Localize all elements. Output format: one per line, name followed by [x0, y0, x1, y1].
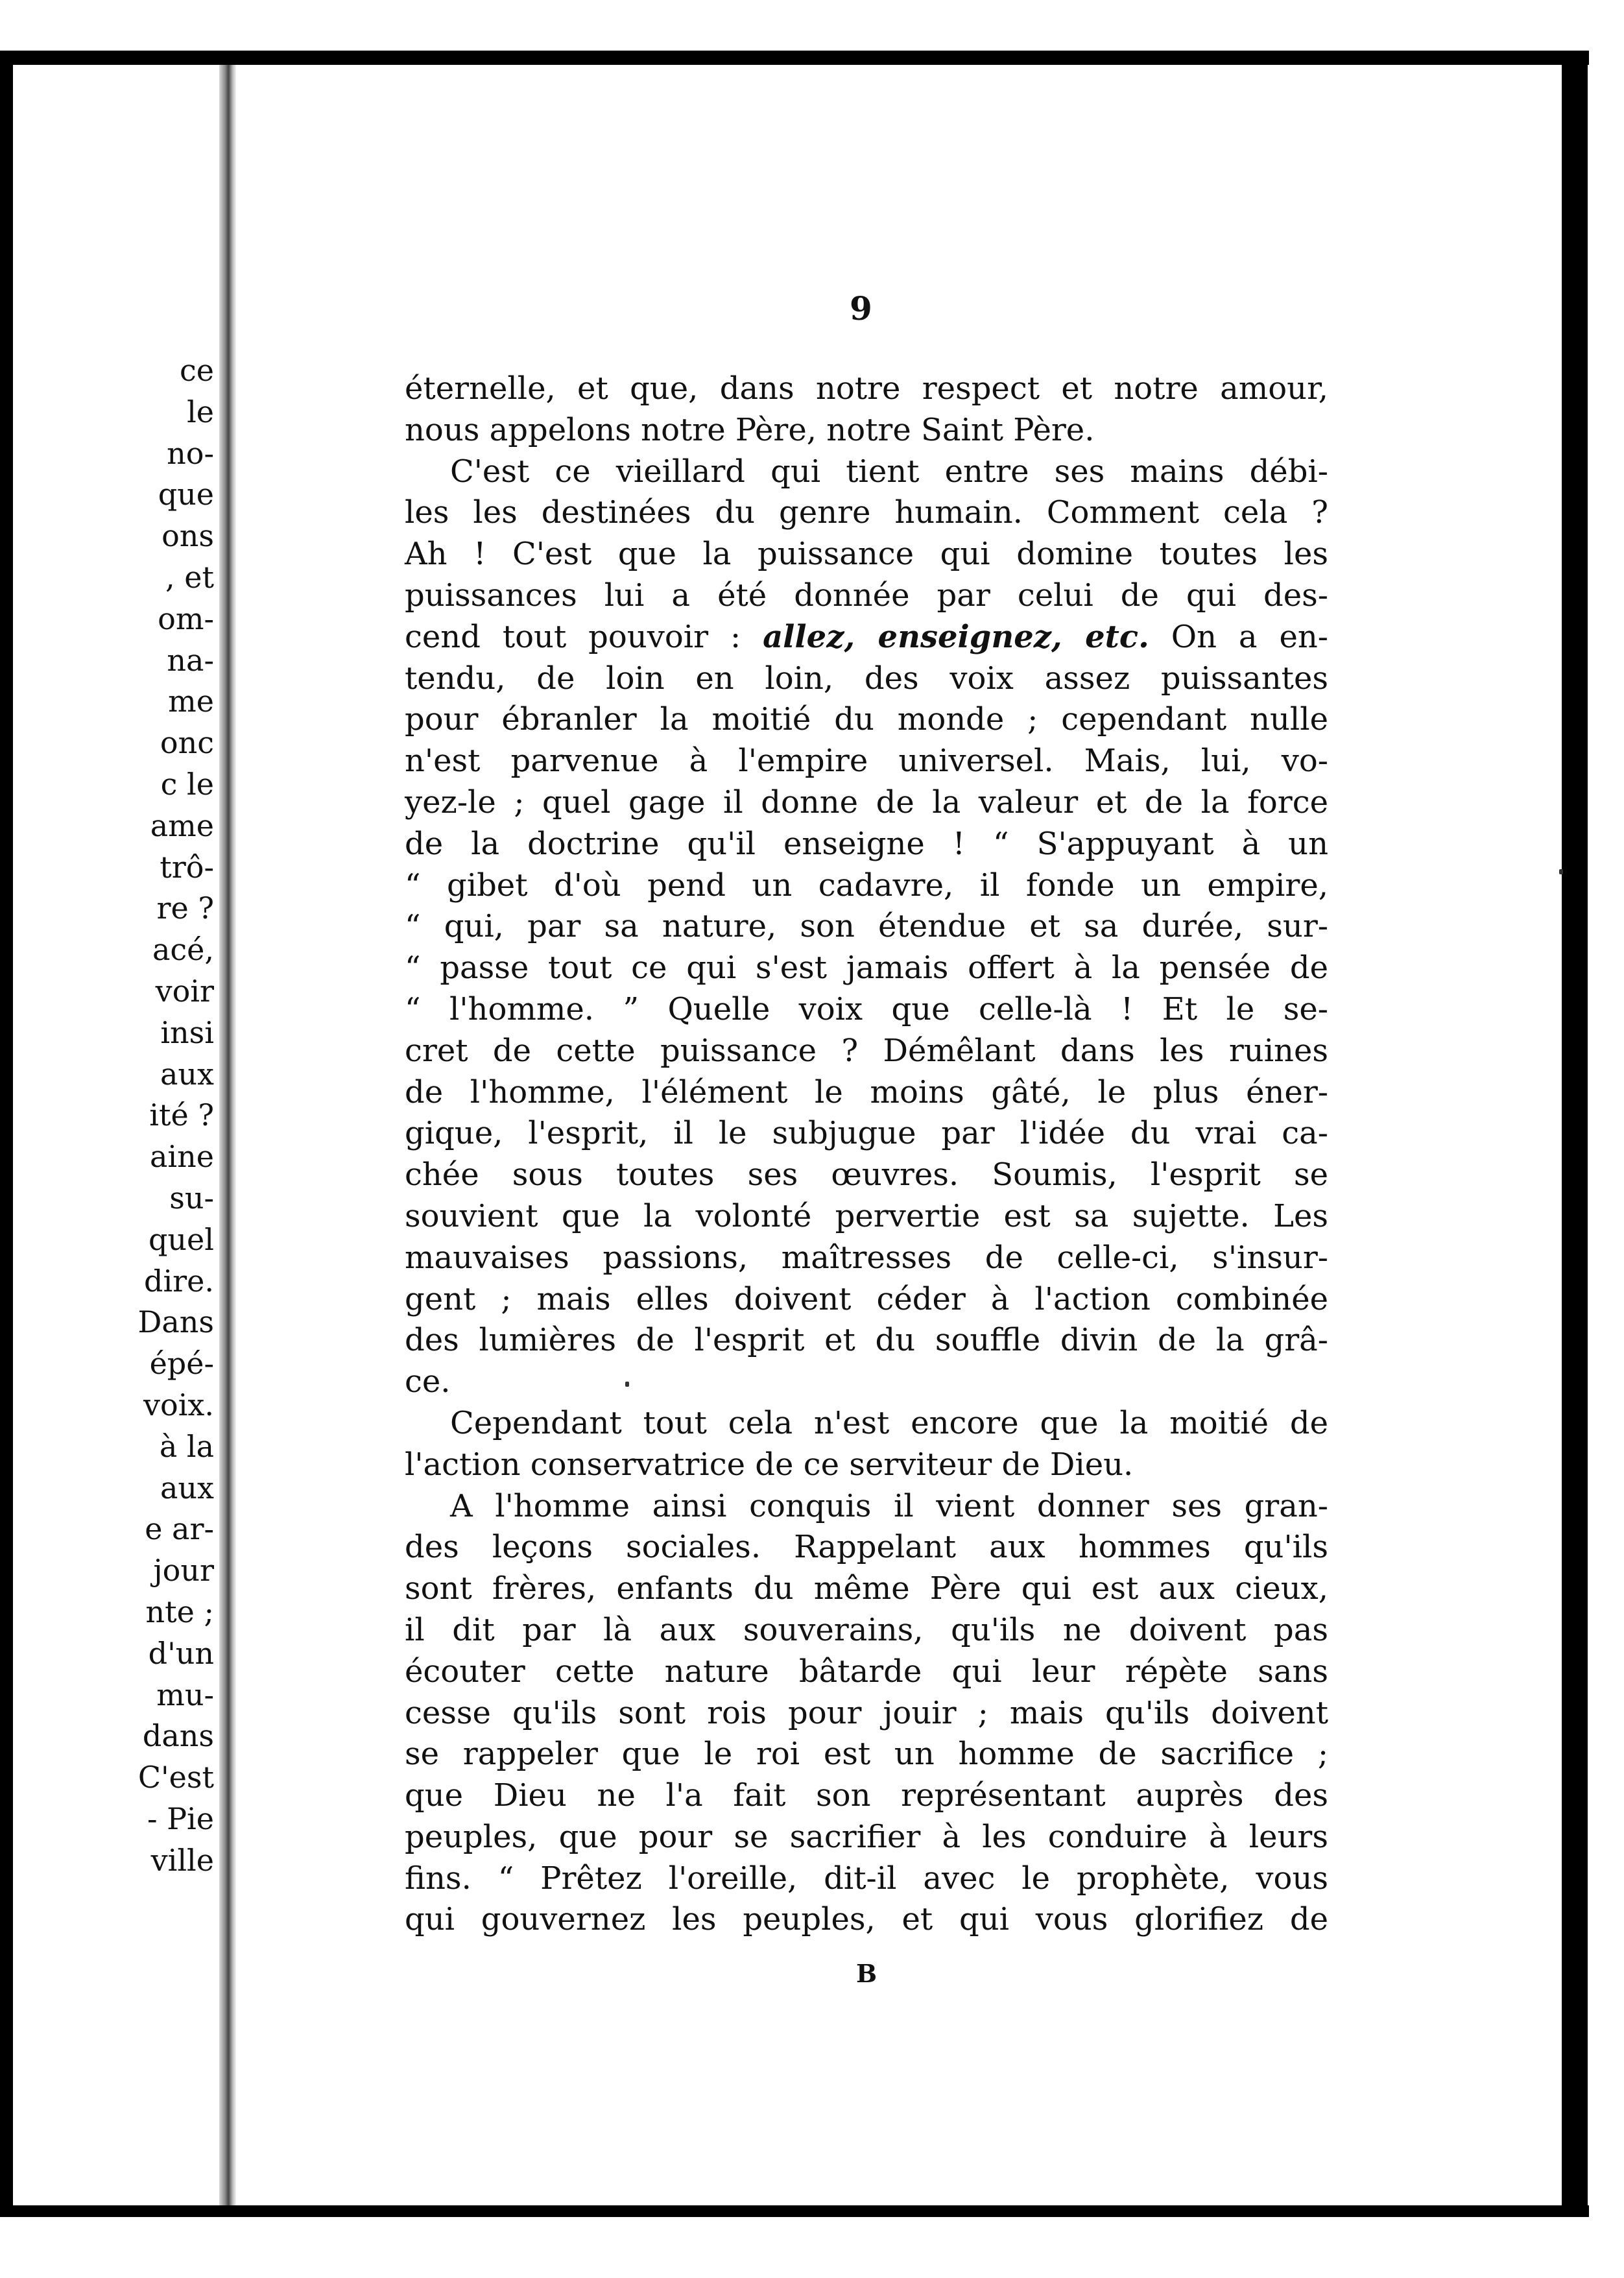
text-line: “ qui, par sa nature, son étendue et sa durée, sur- [405, 908, 1328, 945]
left-page-fragment-line: trô- [160, 849, 214, 885]
left-page-fragment-line: su- [169, 1180, 214, 1216]
book-gutter [219, 65, 236, 2205]
text-line: il dit par là aux souverains, qu'ils ne doivent pas [405, 1611, 1328, 1648]
left-page-fragment-line: c le [160, 766, 214, 802]
text-line: ce. [405, 1363, 451, 1400]
left-page-fragment-line: onc [160, 725, 214, 761]
left-page-fragment-line: voix. [143, 1387, 214, 1422]
left-page-fragment-line: e ar- [145, 1511, 214, 1547]
text-line: des leçons sociales. Rappelant aux hommes qu'ils [405, 1529, 1328, 1566]
text-line: éternelle, et que, dans notre respect et notre amour, [405, 370, 1328, 407]
left-page-fragment-line: C'est [137, 1760, 214, 1795]
text-line: Ah ! C'est que la puissance qui domine toutes les [405, 536, 1328, 573]
left-page-fragment-line: à la [159, 1428, 214, 1464]
text-line: de l'homme, l'élément le moins gâté, le plus éner- [405, 1073, 1328, 1110]
signature-mark: B [856, 1959, 878, 1988]
text-line: n'est parvenue à l'empire universel. Mais, lui, vo- [405, 743, 1328, 780]
left-page-fragment-line: le [187, 394, 214, 429]
left-page-fragment-line: dire. [144, 1263, 214, 1299]
text-line: cend tout pouvoir : allez, enseignez, etc. On a en- [405, 618, 1328, 655]
left-page-fragment-line: na- [167, 642, 214, 678]
left-page-fragment [13, 65, 219, 2205]
left-page-fragment-line: , et [165, 559, 214, 595]
text-line: pour ébranler la moitié du monde ; cependant nulle [405, 701, 1328, 738]
scan-border-bottom [0, 2205, 1589, 2217]
text-line: l'action conservatrice de ce serviteur de Dieu. [405, 1446, 1134, 1483]
left-page-fragment-line: no- [167, 435, 214, 471]
ink-speck [1559, 869, 1563, 874]
left-page-fragment-line: re ? [156, 891, 214, 926]
text-line: yez-le ; quel gage il donne de la valeur et de la force [405, 784, 1328, 821]
text-line: les les destinées du genre humain. Comment cela ? [405, 494, 1328, 531]
left-page-fragment-line: jour [153, 1553, 214, 1589]
text-line: que Dieu ne l'a fait son représentant auprès des [405, 1777, 1328, 1814]
text-line: “ l'homme. ” Quelle voix que celle-là ! Et le se- [405, 990, 1328, 1027]
left-page-fragment-line: que [158, 477, 214, 512]
left-page-fragment-line: insi [160, 1014, 214, 1050]
text-line: mauvaises passions, maîtresses de celle-ci, s'insur- [405, 1239, 1328, 1276]
text-line: C'est ce vieillard qui tient entre ses mains débi- [450, 453, 1328, 490]
left-page-fragment-line: voir [155, 973, 214, 1009]
left-page-fragment-line: mu- [156, 1677, 214, 1712]
left-page-fragment-line: d'un [148, 1635, 214, 1671]
text-line: souvient que la volonté pervertie est sa sujette. Les [405, 1197, 1328, 1234]
left-page-fragment-line: ville [150, 1842, 214, 1878]
text-line: sont frères, enfants du même Père qui est aux cieux, [405, 1570, 1328, 1607]
text-line: cesse qu'ils sont rois pour jouir ; mais qu'ils doivent [405, 1694, 1328, 1731]
text-line: tendu, de loin en loin, des voix assez puissantes [405, 660, 1328, 697]
text-line: gent ; mais elles doivent céder à l'action combinée [405, 1280, 1328, 1317]
text-line: écouter cette nature bâtarde qui leur répète sans [405, 1653, 1328, 1690]
left-page-fragment-line: épé- [149, 1346, 214, 1382]
left-page-fragment-line: me [168, 684, 214, 719]
text-line: A l'homme ainsi conquis il vient donner ses gran- [450, 1487, 1328, 1524]
scan-border-left [0, 57, 13, 2217]
text-line: gique, l'esprit, il le subjugue par l'idée du vrai ca- [405, 1115, 1328, 1152]
page-number: 9 [850, 289, 872, 328]
left-page-fragment-line: aux [160, 1056, 214, 1092]
text-line: puissances lui a été donnée par celui de qui des- [405, 577, 1328, 614]
left-page-fragment-line: - Pie [147, 1801, 214, 1836]
left-page-fragment-line: nte ; [145, 1594, 214, 1629]
text-line: fins. “ Prêtez l'oreille, dit-il avec le prophète, vous [405, 1860, 1328, 1897]
text-line: se rappeler que le roi est un homme de sacrifice ; [405, 1736, 1328, 1773]
text-line: de la doctrine qu'il enseigne ! “ S'appuyant à un [405, 825, 1328, 862]
left-page-fragment-line: quel [148, 1221, 214, 1257]
text-line: qui gouvernez les peuples, et qui vous glorifiez de [405, 1901, 1328, 1938]
scan-border-top [0, 0, 1624, 65]
left-page-fragment-line: acé, [152, 932, 214, 968]
left-page-fragment-line: dans [142, 1718, 214, 1754]
left-page-fragment-line: ce [180, 353, 214, 388]
left-page-fragment-line: om- [158, 601, 214, 636]
left-page-fragment-line: Dans [137, 1304, 214, 1340]
text-line: peuples, que pour se sacrifier à les conduire à leurs [405, 1818, 1328, 1855]
left-page-fragment-line: aine [150, 1139, 214, 1175]
text-line: chée sous toutes ses œuvres. Soumis, l'esprit se [405, 1157, 1328, 1193]
text-line: nous appelons notre Père, notre Saint Père. [405, 411, 1095, 448]
text-line: cret de cette puissance ? Démêlant dans les ruines [405, 1032, 1328, 1069]
text-line: Cependant tout cela n'est encore que la moitié de [450, 1404, 1328, 1441]
left-page-fragment-line: aux [160, 1470, 214, 1505]
left-page-fragment-line: ons [161, 518, 214, 554]
left-page-fragment-line: ité ? [149, 1097, 214, 1133]
body-text [405, 368, 1328, 1941]
left-page-line-ends [19, 350, 214, 1881]
left-page-fragment-line: ame [150, 808, 214, 843]
text-line: des lumières de l'esprit et du souffle divin de la grâ- [405, 1322, 1328, 1359]
text-line: “ passe tout ce qui s'est jamais offert à la pensée de [405, 950, 1328, 987]
text-line: “ gibet d'où pend un cadavre, il fonde un empire, [405, 867, 1328, 904]
scan-border-right [1562, 57, 1588, 2205]
